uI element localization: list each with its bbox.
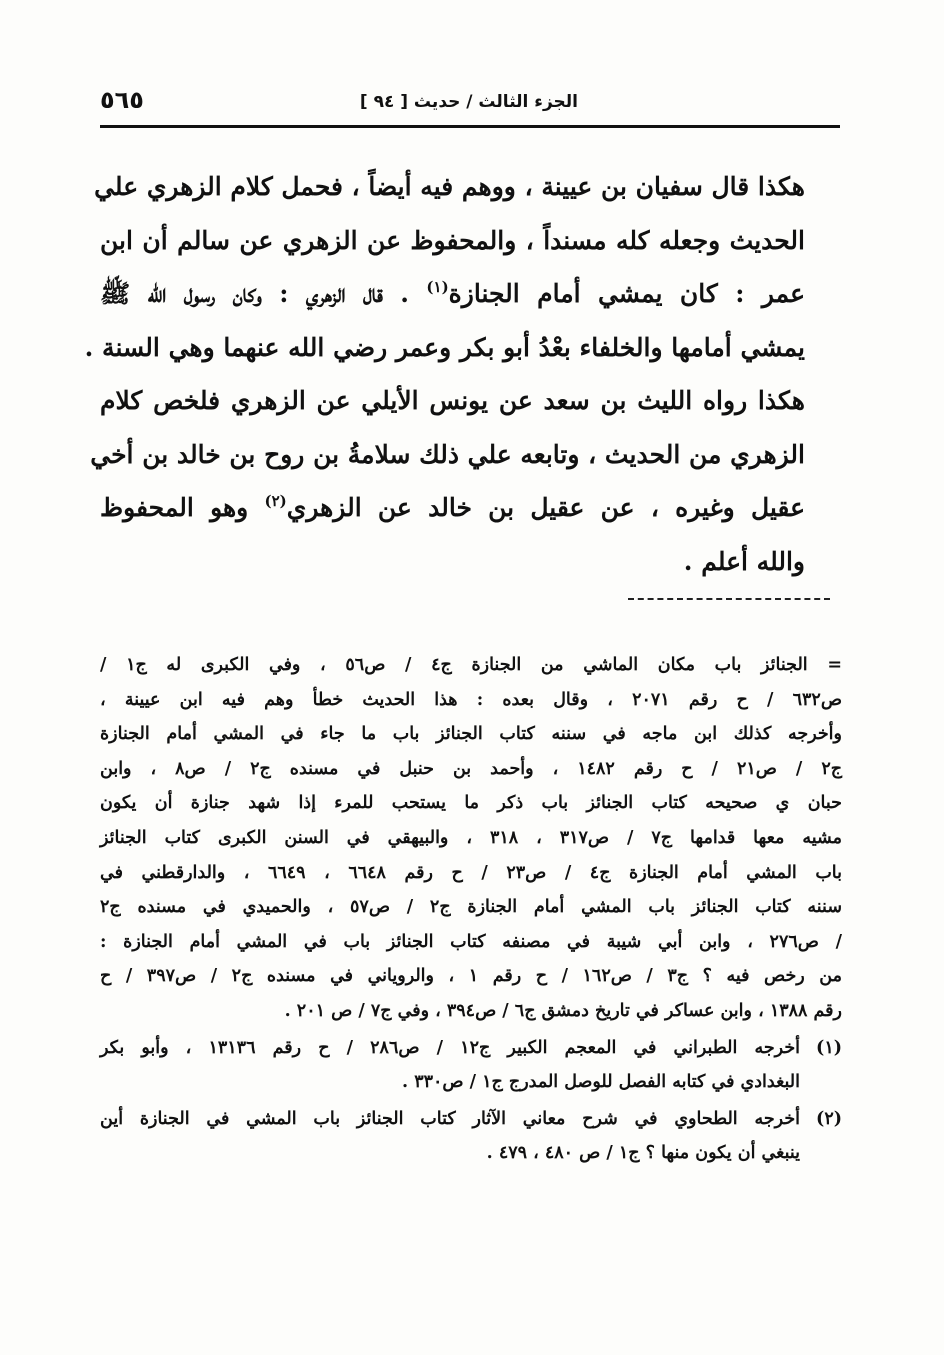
footnote-2	[100, 1102, 842, 1171]
footnote-body	[100, 1102, 800, 1171]
text-line	[100, 481, 805, 535]
note-line: وأخرجه كذلك ابن ماجه في سننه كتاب الجنائز باب ما جاء في المشي أمام الجنازة	[100, 724, 842, 745]
running-header	[100, 82, 840, 122]
footnote-ref-1: (١)	[426, 278, 449, 296]
footnotes	[100, 648, 842, 1171]
note-line: أخرجه الطبراني في المعجم الكبير ج١٢ / ص٢٨٦ / ح رقم ١٣١٣٦ ، وأبو بكر	[100, 1037, 801, 1058]
note-line: حبان ي صحيحه كتاب الجنائز باب ذكر ما يستحب للمرء إذا شهد جنازة أن يكون	[100, 793, 842, 814]
text-line	[100, 267, 805, 321]
note-line: البغدادي في كتابه الفصل للوصل المدرج ج١ / ص٣٣٠ .	[402, 1072, 800, 1093]
text-line: يمشي أمامها والخلفاء بعْدُ أبو بكر وعمر رضي الله عنهما وهي السنة .	[84, 332, 805, 362]
paragraph-1	[84, 160, 805, 374]
text-line: هكذا قال سفيان بن عيينة ، ووهم فيه أيضاً ، فحمل كلام الزهري علي	[94, 172, 805, 201]
text-line: الحديث وجعله كله مسنداً ، والمحفوظ عن الزهري عن سالم أن ابن	[100, 225, 805, 255]
note-line: باب المشي أمام الجنازة ج٤ / ص٢٣ / ح رقم ٦٦٤٨ ، ٦٦٤٩ ، والدارقطني في	[100, 862, 842, 883]
note-line: من رخص فيه ؟ ج٣ / ص١٦٢ / ح رقم ١ ، والروياني في مسنده ج٢ / ص٣٩٧ / ح	[100, 966, 843, 987]
footnote-continuation	[100, 648, 842, 1029]
note-line: رقم ١٣٨٨ ، وابن عساكر في تاريخ دمشق ج٦ / ص٣٩٤ ، وفي ج٧ / ص ٢٠١ .	[284, 1000, 842, 1021]
footnote-body	[100, 1031, 800, 1100]
note-line: = الجنائز باب مكان الماشي من الجنازة ج٤ / ص٥٦ ، وفي الكبرى له ج١ /	[100, 655, 842, 675]
footnote-number: (٢)	[816, 1108, 842, 1129]
footnote-1	[100, 1031, 842, 1100]
header-rule	[100, 125, 840, 128]
note-line: ج٢ / ص٢١ / ح رقم ١٤٨٢ ، وأحمد بن حنبل في مسنده ج٢ / ص٨ ، وابن	[100, 758, 843, 779]
text-line: والله أعلم .	[683, 546, 805, 576]
text-segment: عمر : كان يمشي أمام الجنازة	[448, 279, 805, 308]
text-segment: وهو المحفوظ	[100, 493, 265, 522]
text-segment: عقيل وغيره ، عن عقيل بن خالد عن الزهري	[286, 493, 805, 522]
note-line: / ص٢٧٦ ، وابن أبي شيبة في مصنفه كتاب الجنائز باب في المشي أمام الجنازة :	[100, 931, 842, 952]
page-number: ٥٦٥	[100, 86, 144, 114]
footnote-number: (١)	[816, 1037, 842, 1058]
note-line: سننه كتاب الجنائز باب المشي أمام الجنازة ج٢ / ص٥٧ ، والحميدي في مسنده ج٢	[100, 897, 842, 918]
header-title: الجزء الثالث / حديث [ ٩٤ ]	[359, 92, 578, 112]
paragraph-2	[90, 374, 805, 588]
note-line: أخرجه الطحاوي في شرح معاني الآثار كتاب الجنائز باب المشي في الجنازة أين	[100, 1108, 800, 1129]
footnote-ref-2: (٢)	[264, 492, 287, 510]
note-line: ص٦٣٢ / ح رقم ٢٠٧١ ، وقال بعده : هذا الحديث خطأ وهم فيه ابن عيينة ،	[100, 689, 842, 710]
main-text	[84, 160, 805, 588]
footnote-separator	[628, 598, 830, 600]
text-line: هكذا رواه الليث بن سعد عن يونس الأيلي عن الزهري فلخص كلام	[100, 386, 805, 415]
note-line: مشيه معها قدامها ج٧ / ص٣١٧ ، ٣١٨ ، والبيهقي في السنن الكبرى كتاب الجنائز	[100, 827, 843, 848]
note-line: ينبغي أن يكون منها ؟ ج١ / ص ٤٨٠ ، ٤٧٩ .	[486, 1143, 800, 1164]
text-segment: . قال الزهري : وكان رسول الله ﷺ	[100, 279, 427, 308]
text-line: الزهري من الحديث ، وتابعه علي ذلك سلامةُ بن روح بن خالد بن أخي	[90, 439, 805, 469]
